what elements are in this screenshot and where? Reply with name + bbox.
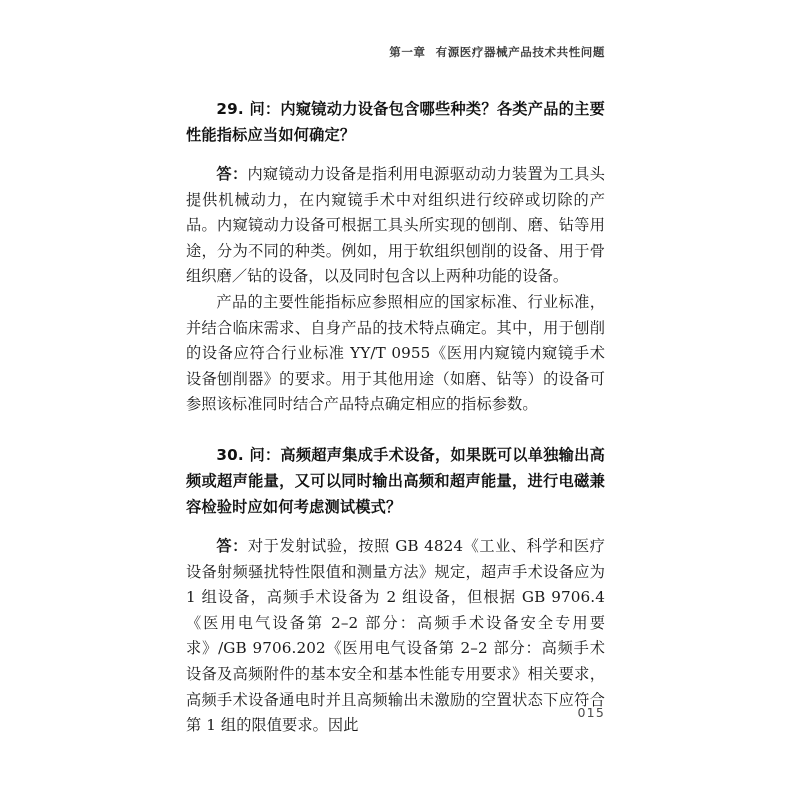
running-head-title: 有源医疗器械产品技术共性问题: [435, 45, 605, 59]
question-text-29: 内窥镜动力设备包含哪些种类？各类产品的主要性能指标应当如何确定？: [186, 100, 605, 144]
question-heading-30: [186, 442, 605, 520]
question-marker-30: 问：: [249, 445, 281, 464]
page-number: 015: [577, 705, 605, 720]
answer-marker-30: 答：: [216, 536, 248, 555]
spacer: [186, 418, 605, 442]
running-head: [186, 44, 605, 60]
answer-marker-29: 答：: [216, 165, 248, 183]
question-number-29: 29.: [216, 100, 244, 118]
page-body: [186, 96, 605, 739]
answer-text-29-1: 内窥镜动力设备是指利用电源驱动动力装置为工具头提供机械动力，在内窥镜手术中对组织进行绞碎或切除的产品。内窥镜动力设备可根据工具头所实现的刨削、磨、钻等用途，分为不同的种类。例如，用于软组织刨削的设备、用于骨组织磨／钻的设备，以及同时包含以上两种功能的设备。: [186, 165, 605, 286]
answer-text-30-1: 对于发射试验，按照 GB 4824《工业、科学和医疗设备射频骚扰特性限值和测量方法》规定，超声手术设备应为 1 组设备，高频手术设备为 2 组设备，但根据 GB 9706.4《医用电气设备第 2–2 部分：高频手术设备安全专用要求》/GB 9706.202《医用电气设备第 2–2 部分：高频手术设备及高频附件的基本安全和基本性能专用要求》相关要求，高频手术设备通电时并且高频输出未激励的空置状态下应符合第 1 组的限值要求。因此: [186, 536, 605, 735]
spacer: [186, 148, 605, 162]
question-marker-29: 问：: [249, 100, 281, 118]
question-heading-29: [186, 96, 605, 148]
running-head-chapter: 第一章: [389, 45, 426, 59]
spacer: [186, 520, 605, 534]
question-text-30: 高频超声集成手术设备，如果既可以单独输出高频或超声能量，又可以同时输出高频和超声能量，进行电磁兼容检验时应如何考虑测试模式？: [186, 445, 605, 516]
question-number-30: 30.: [216, 445, 244, 464]
answer-paragraph-29-2: 产品的主要性能指标应参照相应的国家标准、行业标准，并结合临床需求、自身产品的技术特点确定。其中，用于刨削的设备应符合行业标准 YY/T 0955《医用内窥镜内窥镜手术设备刨削器》的要求。用于其他用途（如磨、钻等）的设备可参照该标准同时结合产品特点确定相应的指标参数。: [186, 292, 605, 414]
answer-paragraph-29-1: [186, 162, 605, 290]
